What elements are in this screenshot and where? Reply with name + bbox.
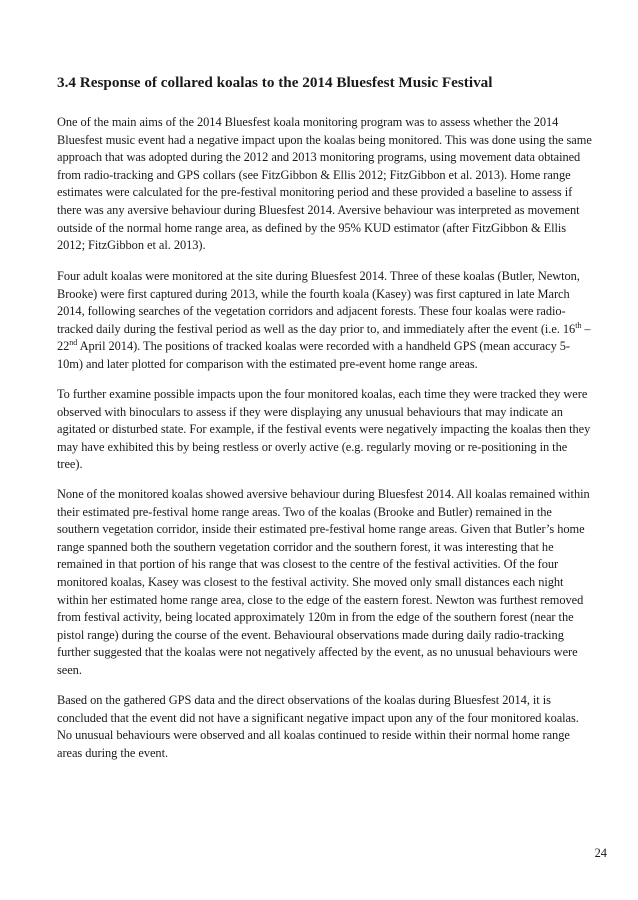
paragraph-monitored-koalas-lead: Four adult koalas were monitored at the site during Bluesfest 2014. Three of these koalas (Butler, Newton, Brooke) were first captured during 2013, while the fourth koala (Kasey) was first captured in late March 2014, following searches of the vegetation corridors and adjacent forests. These four koalas were radio-tracked daily during the festival period as well as the day prior to, and immediately after the event (i.e. (57, 269, 580, 336)
paragraph-conclusion: Based on the gathered GPS data and the direct observations of the koalas during Bluesfest 2014, it is concluded that the event did not have a significant negative impact upon any of the four monitored koalas. No unusual behaviours were observed and all koalas continued to reside within their normal home range areas during the event. (57, 693, 579, 760)
paragraph-monitored-koalas-tail: April 2014). The positions of tracked koalas were recorded with a handheld GPS (mean accuracy 5-10m) and later plotted for comparison with the estimated pre-event home range areas. (57, 339, 570, 371)
date-end-day: 22 (57, 339, 70, 354)
paragraph-behaviour-observation: To further examine possible impacts upon the four monitored koalas, each time they were tracked they were observed with binoculars to assess if they were displaying any unusual behaviours that may indicate an agitated or disturbed state. For example, if the festival events were negatively impacting the koalas then they may have exhibited this by being restless or overly active (e.g. regularly moving or re-positioning in the tree). (57, 387, 591, 472)
paragraph-monitored-koalas (57, 268, 593, 374)
section-heading: 3.4 Response of collared koalas to the 2014 Bluesfest Music Festival (57, 74, 493, 91)
date-start-suffix: th (575, 320, 582, 330)
paragraph-aims: One of the main aims of the 2014 Bluesfest koala monitoring program was to assess whether the 2014 Bluesfest music event had a negative impact upon the koalas being monitored. This was done using the same approach that was adopted during the 2012 and 2013 monitoring programs, using movement data obtained from radio-tracking and GPS collars (see FitzGibbon & Ellis 2012; FitzGibbon et al. 2013). Home range estimates were calculated for the pre-festival monitoring period and these provided a baseline to assess if there was any aversive behaviour during Bluesfest 2014. Aversive behaviour was interpreted as movement outside of the normal home range area, as defined by the 95% KUD estimator (after FitzGibbon & Ellis 2012; FitzGibbon et al. 2013). (57, 115, 592, 253)
date-start-day: 16 (562, 321, 576, 336)
paragraph-results: None of the monitored koalas showed aversive behaviour during Bluesfest 2014. All koalas remained within their estimated pre-festival home range areas. Two of the koalas (Brooke and Butler) remained in the southern vegetation corridor, inside their estimated pre-festival home range areas. Given that Butler’s home range spanned both the southern vegetation corridor and the southern forest, it was interesting that he remained in that portion of his range that was closest to the centre of the festival activities. Of the four monitored koalas, Kasey was closest to the festival activity. She moved only small distances each night within her estimated home range area, close to the edge of the eastern forest. Newton was furthest removed from festival activity, being located approximately 120m in from the edge of the southern forest (near the pistol range) during the course of the event. Behavioural observations made during daily radio-tracking further suggested that the koalas were not negatively affected by the event, as no unusual behaviours were seen. (57, 487, 590, 677)
page-number: 24 (594, 846, 607, 860)
date-end-suffix: nd (69, 338, 78, 348)
date-range-dash: – (581, 321, 591, 336)
